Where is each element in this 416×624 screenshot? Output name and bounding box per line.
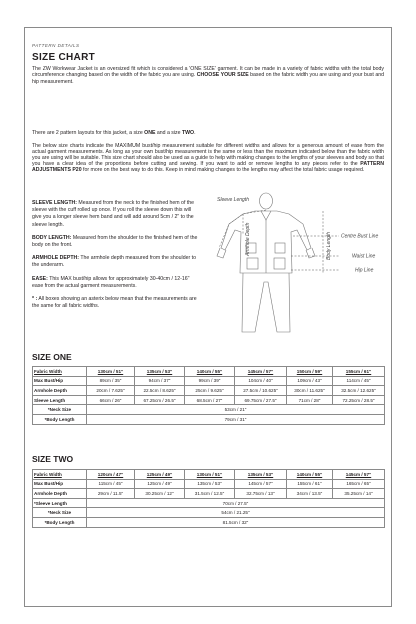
size-one-title: SIZE ONE [32,352,72,362]
asterisk-note: * : All boxes showing an asterix below mean that the measurements are the same for all fabric widths. [32,296,197,310]
table-header-cell: Fabric Width [33,470,87,480]
table-header-cell: 135cm / 53" [135,367,185,377]
sleeve-length-label: Sleeve Length [217,197,249,203]
table-row [33,479,385,489]
max-measurement-paragraph: The below size charts indicate the MAXIMUM bust/hip measurement suitable for different widths and allows for a generous amount of ease from the actual garment measurements. As long as your own bust/hip measurement is the same or less than the maximum indicated below than the fabric width you are using will be suitable. This size chart should also be used as a guide to help with making changes to the lengths of your sleeves and body so that you have a clear idea of the proportions before cutting and sewing. If you want to add or remove lengths to any pieces refer to the PATTERN ADJUSTMENTS P20 for more on the best way to do this. Keep in mind making changes to the lengths may affect the total fabric usage required. [32,143,384,174]
table-cell: 99cm / 39" [185,376,235,386]
table-cell: 79cm / 31" [87,414,385,424]
table-cell: 114cm / 45" [333,376,385,386]
armhole-depth-label: Armhole Depth [245,222,251,256]
table-cell: 68.5cm / 27" [185,395,235,405]
table-row [33,386,385,396]
table-cell: 25cm / 9.625" [185,386,235,396]
centre-bust-line-label: Centre Bust Line [341,233,379,240]
table-cell: 22.5cm / 8.625" [135,386,185,396]
section-eyebrow: PATTERN DETAILS [32,43,80,48]
table-cell: 20cm / 7.625" [87,386,135,396]
jacket-measurement-diagram [203,190,393,340]
table-header-cell: 120cm / 47" [87,470,135,480]
page-title: SIZE CHART [32,52,95,63]
table-cell: 81.5cm / 32" [87,517,385,527]
figure-legs [242,273,290,332]
table-cell: 72.25cm / 28.5" [333,395,385,405]
table-header-row [33,367,385,377]
table-cell: 89cm / 35" [87,376,135,386]
row-label: Sleeve Length [33,395,87,405]
table-cell: 125cm / 49" [135,479,185,489]
table-cell: 29cm / 11.5" [87,489,135,499]
table-header-cell: 140cm / 55" [185,367,235,377]
waist-line-label: Waist Line [352,253,376,260]
table-cell: 34cm / 13.5" [287,489,333,499]
table-cell: 104cm / 40" [235,376,287,386]
table-header-cell: 125cm / 49" [135,470,185,480]
table-row [33,405,385,415]
table-cell: 155cm / 61" [287,479,333,489]
row-label: Max Bust/Hip [33,376,87,386]
table-header-cell: Fabric Width [33,367,87,377]
row-label: Armhole Depth [33,386,87,396]
table-cell: 69.75cm / 27.5" [235,395,287,405]
table-cell: 27.5cm / 10.625" [235,386,287,396]
size-two-title: SIZE TWO [32,454,74,464]
table-cell: 70cm / 27.5" [87,498,385,508]
jacket-collar [261,211,271,220]
table-row [33,414,385,424]
body-length-definition: BODY LENGTH: Measured from the shoulder to the finished hem of the body on the front. [32,234,198,249]
table-cell: 94cm / 37" [135,376,185,386]
table-cell: 54cm / 21.25" [87,508,385,518]
size-two-table [32,469,385,528]
table-header-cell: 130cm / 51" [185,470,235,480]
table-cell: 31.5cm / 12.5" [185,489,235,499]
row-label: *Neck Size [33,405,87,415]
body-length-label: Body Length [326,231,332,260]
table-cell: 109cm / 43" [287,376,333,386]
figure-head [260,193,273,209]
right-pocket [275,243,285,253]
table-row [33,376,385,386]
row-label: Max Bust/Hip [33,479,87,489]
table-header-cell: 150cm / 59" [287,367,333,377]
table-row [33,508,385,518]
pattern-layouts-paragraph: There are 2 pattern layouts for this jacket, a size ONE and a size TWO. [32,130,196,136]
sleeve-length-definition: SLEEVE LENGTH: Measured from the neck to the finished hem of the sleeve with the cuff rolled up once. If you roll the sleeve down this will give you a longer sleeve hem band and will add around 5cm / 2" to the sleeve length. [32,200,195,228]
table-cell: 53cm / 21" [87,405,385,415]
row-label: *Sleeve Length [33,498,87,508]
table-row [33,489,385,499]
row-label: *Body Length [33,414,87,424]
hip-line-label: Hip Line [355,267,374,274]
table-cell: 71cm / 28" [287,395,333,405]
table-cell: 145cm / 57" [235,479,287,489]
table-header-cell: 140cm / 55" [287,470,333,480]
table-header-cell: 145cm / 57" [333,470,385,480]
table-cell: 135cm / 53" [185,479,235,489]
table-cell: 67.25cm / 26.5" [135,395,185,405]
sleeve-length-line [219,210,266,248]
table-cell: 115cm / 45" [87,479,135,489]
table-cell: 66cm / 26" [87,395,135,405]
row-label: *Body Length [33,517,87,527]
table-header-cell: 145cm / 57" [235,367,287,377]
table-row [33,395,385,405]
table-header-cell: 130cm / 51" [87,367,135,377]
table-row [33,498,385,508]
ease-definition: EASE: This MAX bust/hip allows for approximately 30-40cm / 12-16" ease from the actual garment measurements. [32,275,190,289]
table-cell: 30.25cm / 12" [135,489,185,499]
measurement-definitions [32,200,200,316]
row-label: *Neck Size [33,508,87,518]
table-cell: 35.25cm / 14" [333,489,385,499]
size-one-table [32,366,385,425]
armhole-depth-definition: ARMHOLE DEPTH: The armhole depth measured from the shoulder to the underarm. [32,255,196,269]
intro-paragraph: The ZW Workwear Jacket is an oversized fit which is considered a 'ONE SIZE' garment. It can be made in a variety of fabric widths with the total body circumference changing based on the width of the fabric you are using. CHOOSE YOUR SIZE based on the fabric width you are using and your bust and hip measurement. [32,66,384,85]
table-row [33,517,385,527]
table-header-row [33,470,385,480]
table-cell: 32.75cm / 13" [235,489,287,499]
row-label: Armhole Depth [33,489,87,499]
table-cell: 32.5cm / 12.625" [333,386,385,396]
table-cell: 30cm / 11.625" [287,386,333,396]
table-cell: 165cm / 65" [333,479,385,489]
table-header-cell: 135cm / 53" [235,470,287,480]
table-header-cell: 155cm / 61" [333,367,385,377]
